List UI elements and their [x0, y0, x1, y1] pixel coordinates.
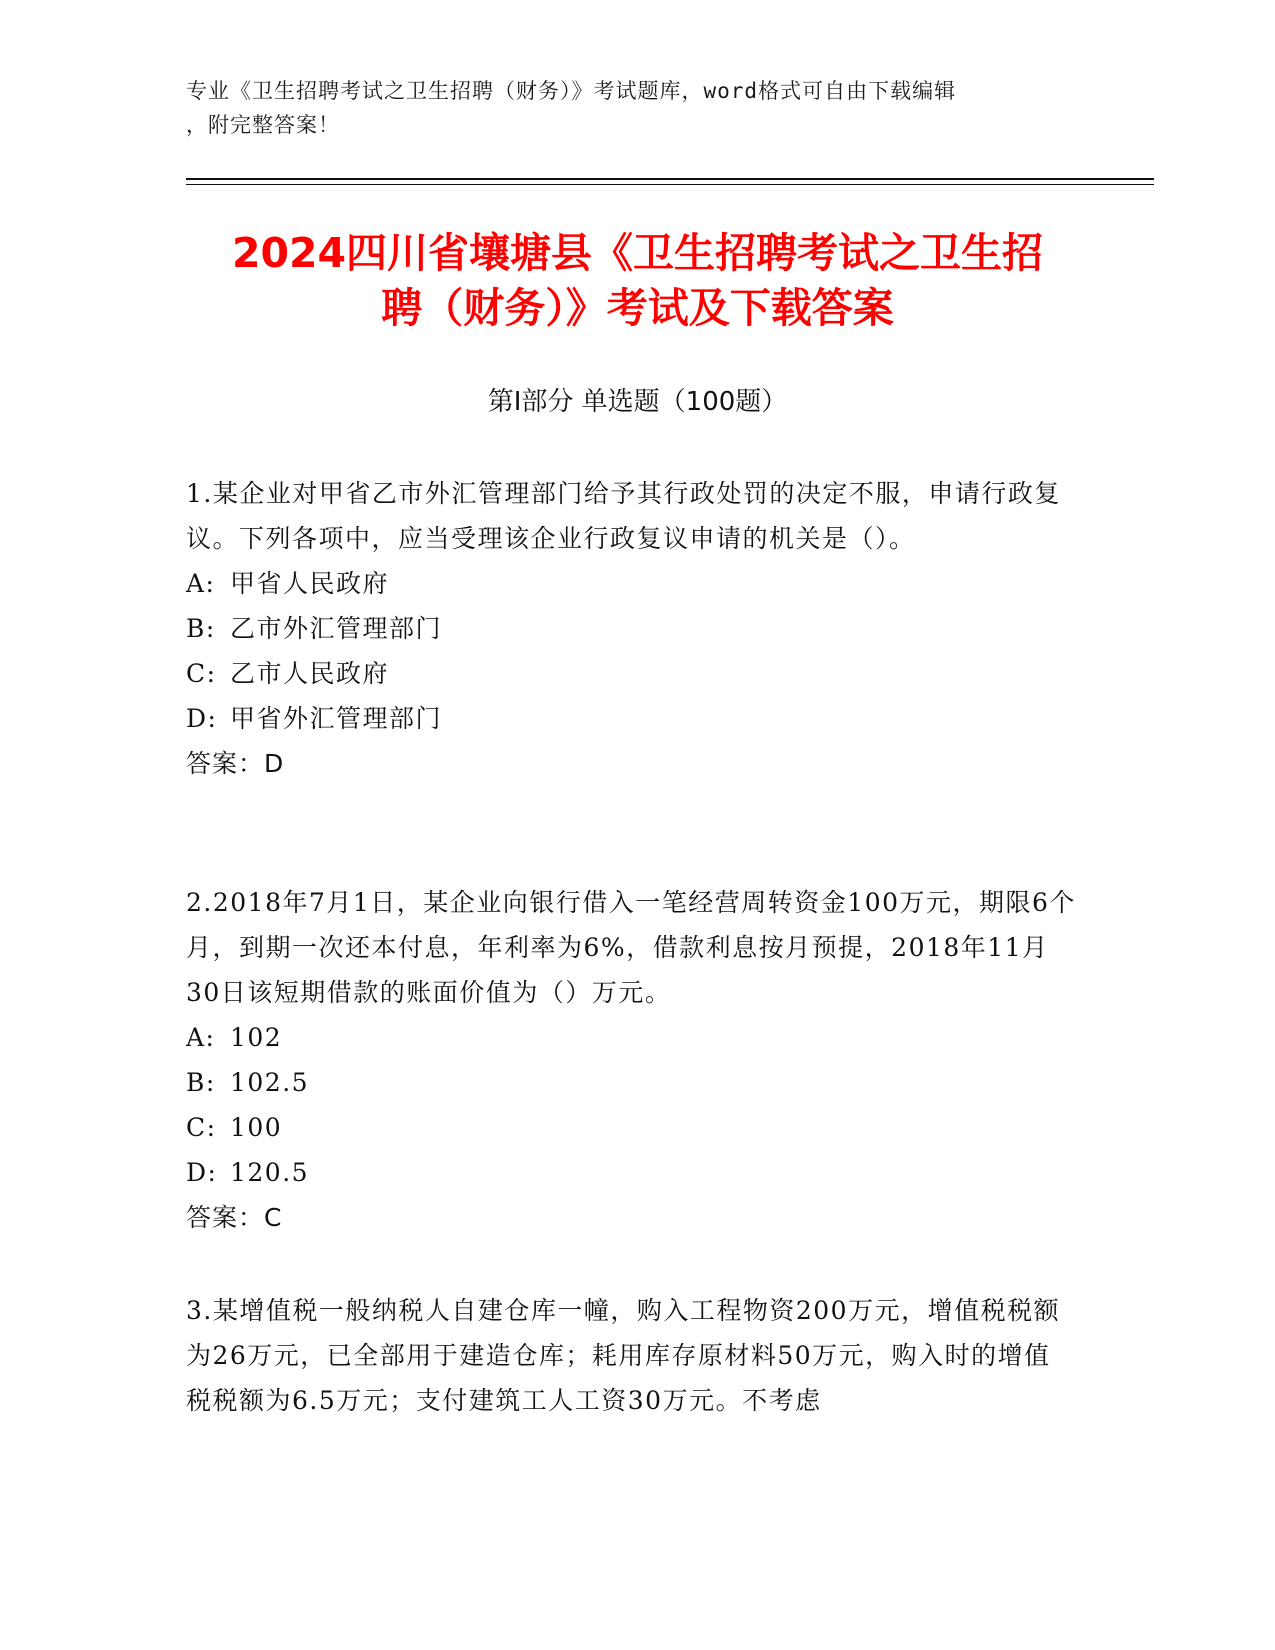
option-text: 甲省外汇管理部门 — [230, 704, 443, 733]
option-letter: D: — [186, 704, 218, 733]
option-a — [186, 561, 1076, 606]
option-d — [186, 696, 1076, 741]
question-2 — [186, 880, 1076, 1240]
option-text: 100 — [230, 1113, 283, 1142]
header-rule-thick — [186, 178, 1154, 180]
option-text: 102 — [230, 1023, 283, 1052]
question-stem: 1.某企业对甲省乙市外汇管理部门给予其行政处罚的决定不服，申请行政复议。下列各项中，应当受理该企业行政复议申请的机关是（）。 — [186, 479, 1061, 553]
document-title — [160, 226, 1115, 336]
question-1 — [186, 471, 1076, 786]
question-3 — [186, 1288, 1076, 1423]
document-title-line-2: 聘（财务）》考试及下载答案 — [381, 284, 894, 332]
option-b — [186, 1060, 1076, 1105]
header-note — [186, 74, 1086, 142]
option-letter: C: — [186, 1113, 217, 1142]
header-note-line-2: ，附完整答案！ — [186, 113, 340, 137]
answer-label: 答案：D — [186, 749, 285, 778]
option-text: 120.5 — [230, 1158, 310, 1187]
header-note-line-1: 专业《卫生招聘考试之卫生招聘（财务）》考试题库，word格式可自由下载编辑 — [186, 79, 957, 103]
question-stem: 3.某增值税一般纳税人自建仓库一幢，购入工程物资200万元，增值税税额为26万元，已全部用于建造仓库；耗用库存原材料50万元，购入时的增值税税额为6.5万元；支付建筑工人工资30万元。不考虑 — [186, 1296, 1061, 1415]
answer-label: 答案：C — [186, 1203, 283, 1232]
option-letter: B: — [186, 1068, 216, 1097]
option-d — [186, 1150, 1076, 1195]
option-c — [186, 1105, 1076, 1150]
option-letter: B: — [186, 614, 216, 643]
option-b — [186, 606, 1076, 651]
document-title-line-1: 2024四川省壤塘县《卫生招聘考试之卫生招 — [231, 229, 1044, 277]
option-a — [186, 1015, 1076, 1060]
option-text: 乙市外汇管理部门 — [230, 614, 443, 643]
option-c — [186, 651, 1076, 696]
option-letter: C: — [186, 659, 217, 688]
option-text: 甲省人民政府 — [230, 569, 390, 598]
option-text: 乙市人民政府 — [230, 659, 390, 688]
section-title: 第Ⅰ部分 单选题（100题） — [487, 387, 788, 417]
question-stem: 2.2018年7月1日，某企业向银行借入一笔经营周转资金100万元，期限6个月，到期一次还本付息，年利率为6%，借款利息按月预提，2018年11月30日该短期借款的账面价值为（）万元。 — [186, 888, 1076, 1007]
option-letter: D: — [186, 1158, 218, 1187]
option-letter: A: — [186, 1023, 216, 1052]
header-rule-thin — [186, 184, 1154, 185]
option-text: 102.5 — [230, 1068, 310, 1097]
option-letter: A: — [186, 569, 216, 598]
